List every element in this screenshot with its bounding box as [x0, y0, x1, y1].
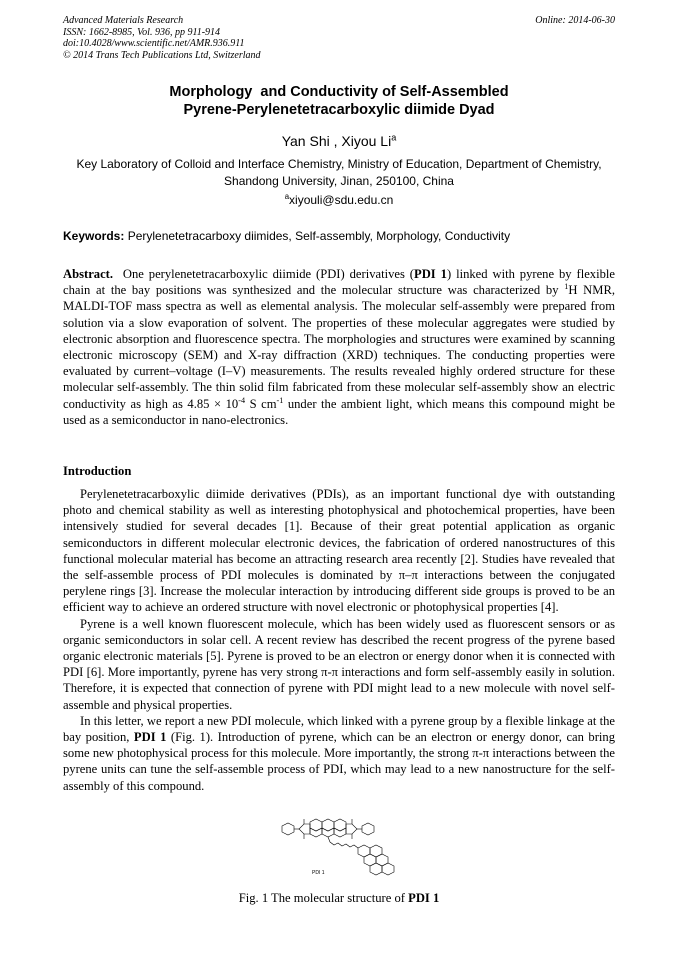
doi-line: doi:10.4028/www.scientific.net/AMR.936.911: [63, 38, 245, 49]
online-date: Online: 2014-06-30: [535, 15, 615, 26]
intro-paragraph-2: Pyrene is a well known fluorescent molecule, which has been widely used as fluorescent sensors or as organic semiconductors in solar cell. A recent review has described the recent progress of the pyrene based organic electronic materials [5]. Pyrene is proved to be an electron or energy donor when it is connected with PDI [6]. More importantly, pyrene has very strong π-π interactions and form self-assembly easily in solution. Therefore, it is expected that connection of pyrene with PDI might lead to a new molecule with novel self-assemble and physical properties.: [63, 616, 615, 712]
abstract-text-2: ) linked with pyrene by flexible chain at the bay positions was synthesized and the molecular structure was characterized by: [63, 267, 615, 298]
abstract-sup-3: -1: [276, 395, 284, 405]
intro-p3-compound: PDI 1: [133, 730, 167, 745]
title-line-2: Pyrene-Perylenetetracarboxylic diimide Dyad: [183, 102, 495, 118]
email-sup: a: [284, 192, 290, 201]
keywords: [63, 229, 615, 243]
figure-compound-label: PDI 1: [312, 870, 325, 876]
author-email: [60, 193, 618, 207]
intro-paragraph-3: [63, 713, 615, 794]
email-address: xiyouli@sdu.edu.cn: [289, 193, 394, 207]
molecular-structure-figure: [266, 812, 416, 884]
affiliation-line-2: Shandong University, Jinan, 250100, China: [224, 174, 454, 188]
abstract-text-3: H NMR, MALDI-TOF mass spectra as well as elemental analysis. The molecular self-assembly were prepared from solution via a slow evaporation of solvent. The properties of these molecular aggregates were studied by electronic absorption and fluorescence spectra. The morphologies and structures were examined by scanning electronic microscopy (SEM) and X-ray diffraction (XRD) techniques. The conducting properties were evaluated by current–voltage (I–V) measurements. The results revealed highly ordered structure for these molecular self-assembly. The thin solid film fabricated from these molecular self-assembly show an electric conductivity as high as 4.85 × 10: [63, 283, 615, 411]
keywords-text: Perylenetetracarboxy diimides, Self-assembly, Morphology, Conductivity: [124, 229, 511, 243]
abstract-text-5: under the ambient light, which means this compound might be used as a semiconductor in nano-electronics.: [63, 396, 615, 427]
intro-p3-text-1: In this letter, we report a new PDI molecule, which linked with a pyrene group by a flexible linkage at the bay position,: [63, 713, 615, 745]
author-sup: a: [391, 132, 397, 143]
intro-p3-text-2: (Fig. 1). Introduction of pyrene, which can be an electron or energy donor, can bring some new photophysical process for this molecule. More importantly, the strong π-π interactions between the pyrene units can tune the self-assemble process of PDI, which may lead to a new nanostructure for the self-assembly of this compound.: [63, 730, 615, 793]
caption-text: Fig. 1 The molecular structure of: [238, 891, 409, 905]
abstract-sup-1: 1: [564, 282, 569, 292]
introduction-body: [63, 486, 615, 794]
abstract-label: Abstract.: [63, 267, 114, 281]
issn-line: ISSN: 1662-8985, Vol. 936, pp 911-914: [63, 26, 221, 38]
caption-compound: PDI 1: [408, 891, 440, 905]
paper-title: [60, 83, 618, 119]
copyright-line: © 2014 Trans Tech Publications Ltd, Switzerland: [63, 49, 261, 61]
intro-paragraph-1: Perylenetetracarboxylic diimide derivatives (PDIs), as an important functional dye with outstanding photo and chemical stability as well as interesting photophysical and photochemical properties, have been intensively studied for several decades [1]. Because of their great potential application as organic semiconductors in different molecular electronic devices, the fabrication of ordered nanostructures of this functional molecular material has become an attracting research area recently [2]. Studies have revealed that the self-assemble process of PDI molecules is dominated by π–π interactions between the conjugated perylene rings [3]. Increase the molecular interaction by introducing different side groups is proved to be an efficient way to achieve an ordered structure with novel electronic or photophysical properties [4].: [63, 487, 615, 615]
author-list: [60, 133, 618, 149]
keywords-label: Keywords:: [63, 229, 125, 243]
pdi1-structure-drawing: [266, 812, 416, 884]
title-line-1: Morphology and Conductivity of Self-Assembled: [169, 84, 509, 100]
abstract-sup-2: -4: [238, 395, 246, 405]
author-names: Yan Shi , Xiyou Li: [281, 133, 392, 149]
journal-name: Advanced Materials Research: [63, 15, 184, 26]
affiliation: [60, 156, 618, 190]
abstract-text-1: One perylenetetracarboxylic diimide (PDI) derivatives (: [113, 267, 415, 281]
abstract: [63, 266, 615, 428]
article-header: [63, 15, 615, 61]
affiliation-line-1: Key Laboratory of Colloid and Interface Chemistry, Ministry of Education, Department of Chemistry,: [76, 157, 602, 171]
abstract-text-4: S cm: [245, 396, 277, 411]
figure-caption: [63, 891, 615, 906]
abstract-compound: PDI 1: [414, 267, 447, 281]
introduction-heading: Introduction: [63, 464, 132, 478]
